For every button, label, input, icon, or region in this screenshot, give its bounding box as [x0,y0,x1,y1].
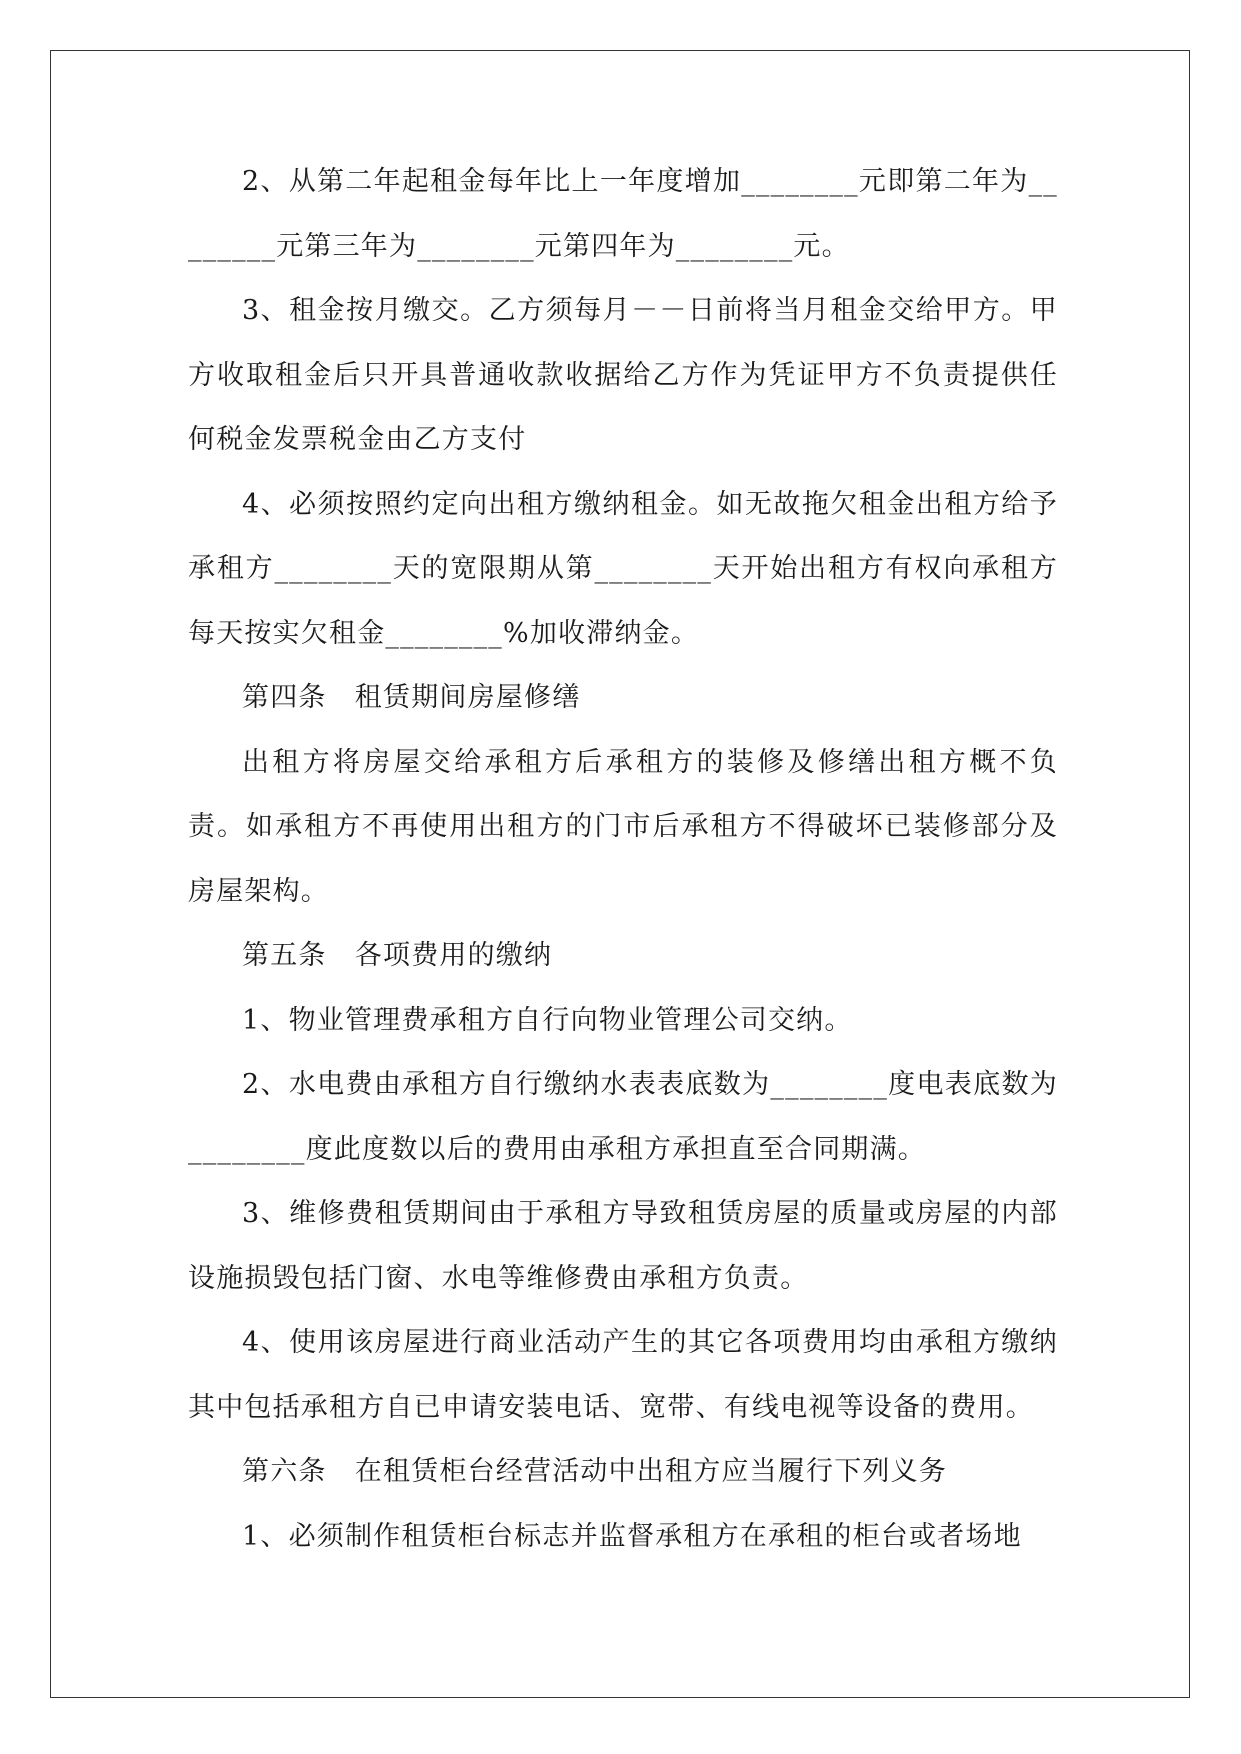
article-4-repairs-text: 出租方将房屋交给承租方后承租方的装修及修缮出租方概不负责。如承租方不再使用出租方的门市后承租方不得破坏已装修部分及房屋架构。 [188,746,1058,907]
document-body [188,150,1058,1569]
article-4-heading: 第四条 租赁期间房屋修缮 [242,682,581,713]
clause-3-item-3-monthly-payment: 3、租金按月缴交。乙方须每月－－日前将当月租金交给甲方。甲方收取租金后只开具普通收款收据给乙方作为凭证甲方不负责提供任何税金发票税金由乙方支付 [188,295,1058,455]
article-5-item-1-property-fee: 1、物业管理费承租方自行向物业管理公司交纳。 [242,1004,853,1036]
article-5-item-2-utilities: 2、水电费由承租方自行缴纳水表表底数为________度电表底数为________度此度数以后的费用由承租方承担直至合同期满。 [188,1069,1058,1165]
article-5-heading: 第五条 各项费用的缴纳 [242,940,553,971]
clause-3-item-4-late-fee: 4、必须按照约定向出租方缴纳租金。如无故拖欠租金出租方给予承租方________天的宽限期从第________天开始出租方有权向承租方每天按实欠租金________%加收滞纳金。 [188,488,1058,649]
clause-3-item-2-rent-increase: 2、从第二年起租金每年比上一年度增加________元即第二年为________元第三年为________元第四年为________元。 [188,166,1058,262]
article-5-item-4-other-fees: 4、使用该房屋进行商业活动产生的其它各项费用均由承租方缴纳其中包括承租方自已申请安装电话、宽带、有线电视等设备的费用。 [188,1327,1058,1423]
article-6-heading: 第六条 在租赁柜台经营活动中出租方应当履行下列义务 [242,1456,947,1487]
article-5-item-3-maintenance: 3、维修费租赁期间由于承租方导致租赁房屋的质量或房屋的内部设施损毁包括门窗、水电等维修费由承租方负责。 [188,1198,1058,1294]
article-6-item-1-signage: 1、必须制作租赁柜台标志并监督承租方在承租的柜台或者场地 [242,1520,1022,1552]
